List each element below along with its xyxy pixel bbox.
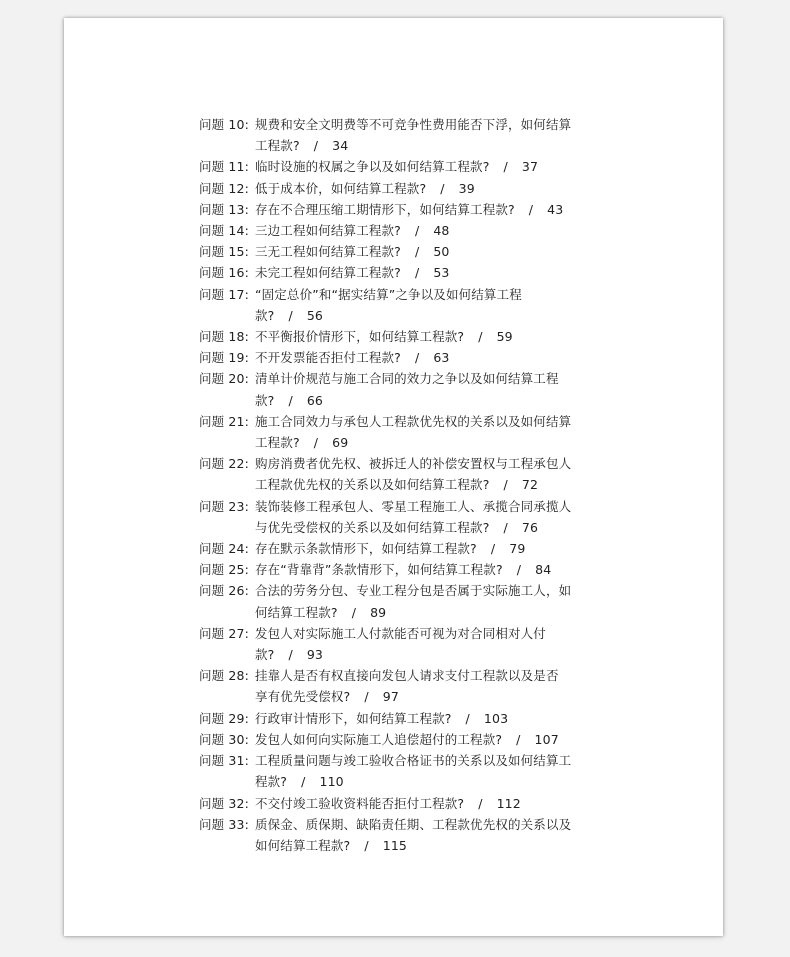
toc-entry-label: 问题 28: — [199, 668, 249, 684]
toc-entry-title-line — [255, 453, 595, 474]
toc-entry[interactable] — [199, 729, 599, 750]
toc-entry[interactable] — [199, 326, 599, 347]
toc-entry-title — [255, 368, 595, 410]
toc-entry-title — [255, 284, 595, 326]
toc-entry-title-text: 款? — [255, 307, 275, 323]
toc-separator: / — [313, 435, 319, 451]
toc-entry-label: 问题 22: — [199, 456, 249, 472]
toc-entry-title-line — [255, 411, 595, 432]
toc-entry-label: 问题 33: — [199, 816, 249, 832]
toc-entry[interactable] — [199, 496, 599, 538]
toc-page-number: 97 — [382, 689, 399, 705]
toc-entry-title — [255, 178, 595, 199]
toc-entry-title — [255, 262, 595, 283]
toc-entry[interactable] — [199, 178, 599, 199]
toc-entry-title — [255, 814, 595, 856]
toc-page-number: 50 — [433, 244, 450, 260]
toc-entry[interactable] — [199, 411, 599, 453]
toc-entry[interactable] — [199, 262, 599, 283]
toc-entry-title-text: 未完工程如何结算工程款? — [255, 265, 401, 281]
toc-entry-title — [255, 559, 595, 580]
toc-entry-title-text: 发包人如何向实际施工人追偿超付的工程款? — [255, 731, 503, 747]
toc-entry-title-text: 存在不合理压缩工期情形下，如何结算工程款? — [255, 201, 515, 217]
toc-entry-label: 问题 15: — [199, 244, 249, 260]
toc-entry-title-text: 存在“背靠背”条款情形下，如何结算工程款? — [255, 562, 503, 578]
toc-entry-title-line — [255, 432, 595, 453]
table-of-contents — [199, 114, 599, 856]
toc-entry-title-line — [255, 686, 595, 707]
toc-entry-title-line — [255, 284, 595, 305]
toc-entry-label: 问题 17: — [199, 286, 249, 302]
toc-entry-label: 问题 26: — [199, 583, 249, 599]
toc-entry-title-text: 工程款优先权的关系以及如何结算工程款? — [255, 477, 490, 493]
toc-entry[interactable] — [199, 453, 599, 495]
toc-entry-title-text: 清单计价规范与施工合同的效力之争以及如何结算工程 — [255, 371, 559, 387]
toc-page-number: 72 — [521, 477, 539, 493]
toc-entry-title-text: 发包人对实际施工人付款能否可视为对合同相对人付 — [255, 625, 546, 641]
toc-separator: / — [288, 392, 293, 408]
toc-entry-label: 问题 12: — [199, 180, 249, 196]
toc-entry-title-line — [255, 771, 595, 792]
toc-entry-label: 问题 31: — [199, 753, 249, 769]
toc-entry[interactable] — [199, 220, 599, 241]
toc-entry-title — [255, 241, 595, 262]
toc-page-number: 34 — [332, 138, 349, 154]
toc-separator: / — [288, 647, 293, 663]
toc-separator: / — [465, 710, 470, 726]
toc-entry-title — [255, 708, 595, 729]
toc-entry-title — [255, 199, 595, 220]
toc-entry-title-text: 工程款? — [255, 138, 300, 154]
toc-entry-title-line — [255, 708, 595, 729]
toc-entry-title — [255, 347, 595, 368]
toc-entry-label: 问题 21: — [199, 413, 249, 429]
toc-separator: / — [414, 265, 420, 281]
toc-entry-title-text: 购房消费者优先权、被拆迁人的补偿安置权与工程承包人 — [255, 456, 572, 472]
toc-entry-title-line — [255, 496, 595, 517]
toc-entry-title — [255, 496, 595, 538]
toc-page-number: 56 — [306, 307, 324, 323]
toc-page-number: 43 — [547, 201, 564, 217]
toc-page-number: 110 — [319, 774, 344, 790]
toc-separator: / — [351, 604, 357, 620]
toc-separator: / — [503, 159, 508, 175]
toc-entry-label: 问题 18: — [199, 329, 249, 345]
toc-entry-title-text: 不开发票能否拒付工程款? — [255, 350, 401, 366]
toc-entry-label: 问题 19: — [199, 350, 249, 366]
toc-entry-label: 问题 14: — [199, 223, 249, 239]
toc-entry-title — [255, 580, 595, 622]
toc-entry-title-line — [255, 156, 595, 177]
toc-separator: / — [478, 329, 483, 345]
toc-entry-label: 问题 32: — [199, 795, 249, 811]
toc-separator: / — [440, 180, 445, 196]
toc-page-number: 48 — [433, 223, 450, 239]
toc-separator: / — [414, 223, 420, 239]
toc-entry-title-text: 不交付竣工验收资料能否拒付工程款? — [255, 795, 465, 811]
toc-separator: / — [478, 795, 483, 811]
toc-entry-title — [255, 623, 595, 665]
toc-separator: / — [288, 307, 293, 323]
toc-entry-title-line — [255, 220, 595, 241]
toc-separator: / — [503, 477, 508, 493]
toc-entry-title-text: 程款? — [255, 774, 288, 790]
toc-entry-label: 问题 16: — [199, 265, 249, 281]
toc-page-number: 39 — [458, 180, 475, 196]
toc-entry-label: 问题 23: — [199, 498, 249, 514]
toc-entry-title-text: 行政审计情形下，如何结算工程款? — [255, 710, 452, 726]
toc-entry-title-line — [255, 559, 595, 580]
toc-entry-title-line — [255, 750, 595, 771]
toc-entry-title-text: 存在默示条款情形下，如何结算工程款? — [255, 541, 477, 557]
toc-entry[interactable] — [199, 368, 599, 410]
toc-entry-title-text: 与优先受偿权的关系以及如何结算工程款? — [255, 519, 490, 535]
toc-entry-title-text: 施工合同效力与承包人工程款优先权的关系以及如何结算 — [255, 413, 572, 429]
toc-page-number: 89 — [370, 604, 387, 620]
toc-entry[interactable] — [199, 708, 599, 729]
toc-entry-title-line — [255, 305, 595, 326]
toc-entry-title-line — [255, 517, 595, 538]
toc-entry-title-line — [255, 326, 595, 347]
toc-entry[interactable] — [199, 241, 599, 262]
toc-entry-title-text: 合法的劳务分包、专业工程分包是否属于实际施工人，如 — [255, 583, 572, 599]
toc-entry[interactable] — [199, 793, 599, 814]
toc-entry-title — [255, 538, 595, 559]
toc-entry[interactable] — [199, 538, 599, 559]
toc-separator: / — [301, 774, 306, 790]
toc-entry[interactable] — [199, 814, 599, 856]
toc-entry-label: 问题 11: — [199, 159, 249, 175]
toc-entry-label: 问题 30: — [199, 731, 249, 747]
toc-entry[interactable] — [199, 199, 599, 220]
toc-entry-title — [255, 729, 595, 750]
toc-entry-title-line — [255, 729, 595, 750]
toc-entry-title — [255, 750, 595, 792]
toc-entry[interactable] — [199, 665, 599, 707]
toc-entry-title-line — [255, 241, 595, 262]
toc-page-number: 76 — [521, 519, 539, 535]
toc-page-number: 112 — [496, 795, 521, 811]
toc-entry-title-text: 不平衡报价情形下，如何结算工程款? — [255, 329, 465, 345]
toc-entry-title-text: 三边工程如何结算工程款? — [255, 223, 401, 239]
toc-page-number: 63 — [433, 350, 450, 366]
toc-page-number: 37 — [521, 159, 539, 175]
toc-entry-title-line — [255, 347, 595, 368]
toc-entry-title-text: 临时设施的权属之争以及如何结算工程款? — [255, 159, 490, 175]
toc-entry[interactable] — [199, 580, 599, 622]
toc-entry-title-line — [255, 114, 595, 135]
toc-entry[interactable] — [199, 623, 599, 665]
toc-separator: / — [490, 541, 496, 557]
toc-entry-title-text: 挂靠人是否有权直接向发包人请求支付工程款以及是否 — [255, 668, 559, 684]
toc-entry-title — [255, 665, 595, 707]
toc-entry-title-text: 低于成本价，如何结算工程款? — [255, 180, 427, 196]
toc-entry-title-line — [255, 390, 595, 411]
toc-entry-title — [255, 220, 595, 241]
toc-entry-title-text: 规费和安全文明费等不可竞争性费用能否下浮，如何结算 — [255, 117, 572, 132]
toc-separator: / — [414, 350, 420, 366]
toc-entry-title — [255, 453, 595, 495]
toc-entry-title-text: 款? — [255, 392, 275, 408]
toc-entry-title-text: 质保金、质保期、缺陷责任期、工程款优先权的关系以及 — [255, 816, 572, 832]
toc-entry-title-text: 工程质量问题与竣工验收合格证书的关系以及如何结算工 — [255, 753, 572, 769]
toc-entry-title — [255, 156, 595, 177]
toc-entry-title-line — [255, 602, 595, 623]
toc-entry-title-line — [255, 474, 595, 495]
toc-entry-title-line — [255, 262, 595, 283]
toc-entry-title — [255, 793, 595, 814]
toc-entry[interactable] — [199, 559, 599, 580]
toc-entry-title-line — [255, 580, 595, 601]
toc-page-number: 115 — [382, 837, 408, 853]
toc-entry-title-text: 装饰装修工程承包人、零星工程施工人、承揽合同承揽人 — [255, 498, 572, 514]
toc-separator: / — [364, 837, 369, 853]
toc-entry-label: 问题 10: — [199, 117, 249, 132]
toc-separator: / — [516, 731, 521, 747]
toc-entry-label: 问题 27: — [199, 625, 249, 641]
toc-entry-title-line — [255, 135, 595, 156]
toc-entry[interactable] — [199, 156, 599, 177]
toc-separator: / — [503, 519, 508, 535]
toc-entry-title-line — [255, 665, 595, 686]
toc-entry-title-line — [255, 178, 595, 199]
toc-page-number: 79 — [509, 541, 526, 557]
document-page — [64, 18, 723, 936]
toc-page-number: 93 — [306, 647, 324, 663]
toc-entry-title-text: 款? — [255, 647, 275, 663]
toc-entry-title-line — [255, 814, 595, 835]
toc-entry[interactable] — [199, 750, 599, 792]
toc-entry-title-line — [255, 623, 595, 644]
toc-entry-title-line — [255, 368, 595, 389]
toc-entry-title — [255, 114, 595, 156]
toc-entry-title-line — [255, 793, 595, 814]
toc-page-number: 53 — [433, 265, 450, 281]
toc-entry[interactable] — [199, 114, 599, 156]
toc-page-number: 59 — [496, 329, 513, 345]
toc-entry-title-text: 享有优先受偿权? — [255, 689, 351, 705]
toc-separator: / — [528, 201, 534, 217]
toc-entry-title-line — [255, 538, 595, 559]
toc-page-number: 84 — [535, 562, 552, 578]
toc-separator: / — [313, 138, 319, 154]
toc-entry-title-line — [255, 644, 595, 665]
toc-entry-title-text: 三无工程如何结算工程款? — [255, 244, 401, 260]
toc-entry-label: 问题 25: — [199, 562, 249, 578]
toc-entry[interactable] — [199, 284, 599, 326]
toc-entry-title — [255, 326, 595, 347]
toc-separator: / — [414, 244, 420, 260]
toc-page-number: 66 — [306, 392, 324, 408]
toc-page-number: 107 — [534, 731, 559, 747]
toc-entry-title-line — [255, 199, 595, 220]
toc-separator: / — [516, 562, 522, 578]
toc-entry[interactable] — [199, 347, 599, 368]
toc-entry-title-line — [255, 835, 595, 856]
toc-entry-title-text: 何结算工程款? — [255, 604, 338, 620]
toc-page-number: 69 — [332, 435, 349, 451]
toc-entry-title-text: “固定总价”和“据实结算”之争以及如何结算工程 — [255, 286, 522, 302]
toc-entry-label: 问题 24: — [199, 541, 249, 557]
toc-entry-title-text: 工程款? — [255, 435, 300, 451]
toc-entry-title-text: 如何结算工程款? — [255, 837, 351, 853]
toc-entry-label: 问题 20: — [199, 371, 249, 387]
toc-page-number: 103 — [483, 710, 509, 726]
toc-entry-title — [255, 411, 595, 453]
toc-entry-label: 问题 13: — [199, 201, 249, 217]
toc-separator: / — [364, 689, 369, 705]
toc-entry-label: 问题 29: — [199, 710, 249, 726]
